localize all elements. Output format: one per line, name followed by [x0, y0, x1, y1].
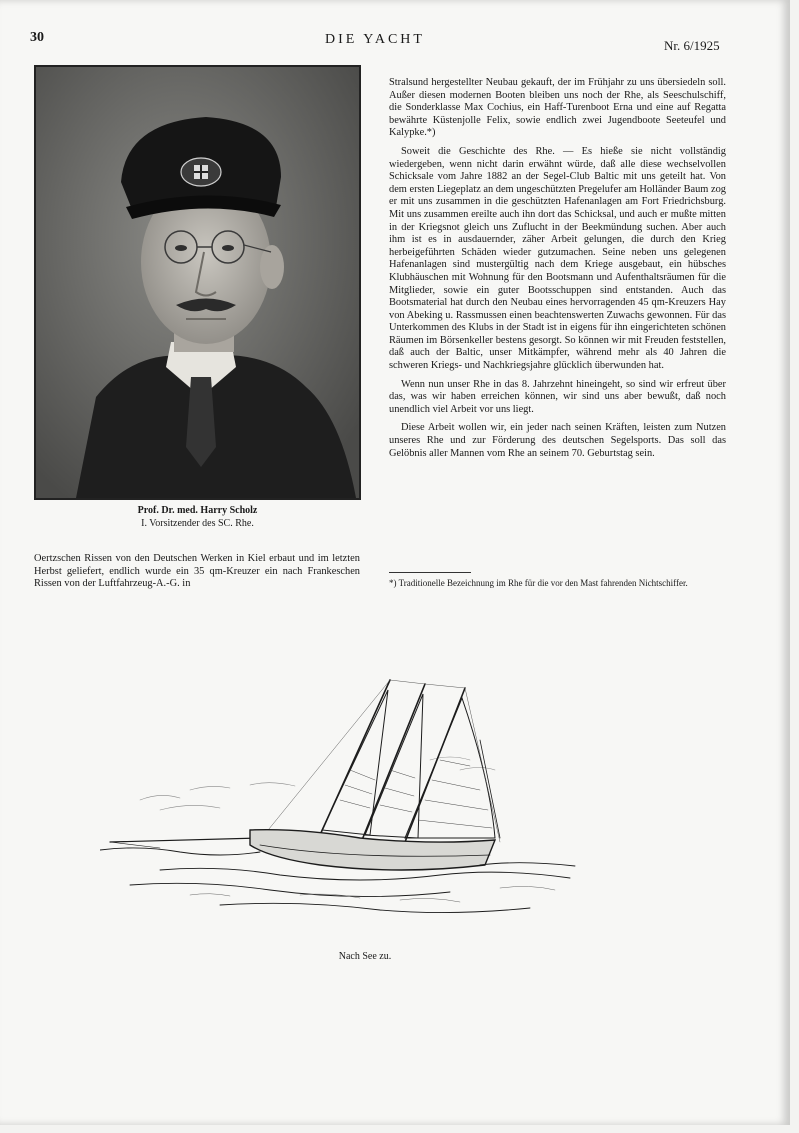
portrait-caption-name: Prof. Dr. med. Harry Scholz: [137, 505, 258, 516]
issue-number: Nr. 6/1925: [664, 38, 720, 53]
right-paragraph-1: Stralsund hergestellter Neubau gekauft, der im Frühjahr zu uns übersiedeln soll. Außer diesen modernen Booten bleiben uns noch der Rhe, als Seeschulschiff, die Sonderklasse Max Cochius, ein Haff-Turenboot Erna und eine auf Regatta bewährte Küstenjolle Felix, sowie endlich zwei Jugendboote Seeteufel und Kalypke.*): [389, 77, 726, 139]
right-paragraph-4: Diese Arbeit wollen wir, ein jeder nach seinen Kräften, leisten zum Nutzen unseres Rhe und zur Förderung des deutschen Segelsports. Das soll das Gelöbnis aller Mannen vom Rhe an seinem 70. Geburtstag sein.: [389, 422, 726, 459]
left-column: [34, 553, 360, 591]
footnote: *) Traditionelle Bezeichnung im Rhe für die vor den Mast fahrenden Nichtschiffer.: [389, 578, 688, 588]
right-column: [389, 77, 726, 460]
illustration-caption: Nach See zu.: [338, 951, 392, 962]
page-header: [0, 30, 790, 54]
right-paragraph-2: Soweit die Geschichte des Rhe. — Es hieße sie nicht vollständig wiedergeben, wenn nicht darin erwähnt würde, daß alle diese wechselvollen Schicksale vom Jahre 1882 an der Segel-Club Baltic mit uns geteilt hat. Von dem ersten Liegeplatz an dem ungeschützten Pregelufer am Holländer Baum zog er mit uns zusammen in die geschützten Hafenanlagen am Fort Friedrichsburg. Mit uns zusammen ereilte auch ihn dort das Schicksal, und auch er mußte mitten in der Kriegsnot gleich uns Zuflucht in der Beekmündung suchen. Aber auch ihm ist es in ausdauernder, zäher Arbeit gelungen, die durch den Krieg herbeigeführten Schäden wieder gutzumachen. Seine neben uns gelegenen Hafenanlagen sind mustergültig nach dem Kriege ausgebaut, ein hübsches Klubhäuschen mit Wohnung für den Bootsmann und Aufenthaltsräumen für die Mitglieder, sowie ein guter Bootsschuppen sind entstanden. Auch das Bootsmaterial hat durch den Neubau eines hervorragenden 45 qm-Kreuzers Hay von Abeking u. Rassmussen einen beachtenswerten Zuwachs gewonnen. Für das Unterkommen des Klubs in der Stadt ist in eigens für ihn eingerichteten schönen Räumen im Börsenkeller bestens gesorgt. So können wir mit Freuden feststellen, daß auch der Baltic, unser Mitkämpfer, während mehr als 40 Jahren die schweren Kriegs- und Nachkriegsjahre glücklich überwunden hat.: [389, 145, 726, 372]
portrait-caption-role: I. Vorsitzender des SC. Rhe.: [141, 518, 254, 529]
running-title: DIE YACHT: [325, 32, 425, 47]
right-paragraph-3: Wenn nun unser Rhe in das 8. Jahrzehnt hineingeht, so sind wir erfreut über das, was wir haben erreichen können, wir sind uns aber bewußt, daß noch unendlich viel Arbeit vor uns liegt.: [389, 378, 726, 415]
left-paragraph: Oertzschen Rissen von den Deutschen Werken in Kiel erbaut und im letzten Herbst geliefert, endlich wurde ein 35 qm-Kreuzer ein nach Frankeschen Rissen von der Luftfahrzeug-A.-G. in: [34, 553, 360, 590]
portrait-photo: [34, 65, 361, 500]
page-number: 30: [30, 30, 44, 45]
schooner-illustration: [100, 670, 580, 940]
footnote-rule: [389, 572, 471, 573]
